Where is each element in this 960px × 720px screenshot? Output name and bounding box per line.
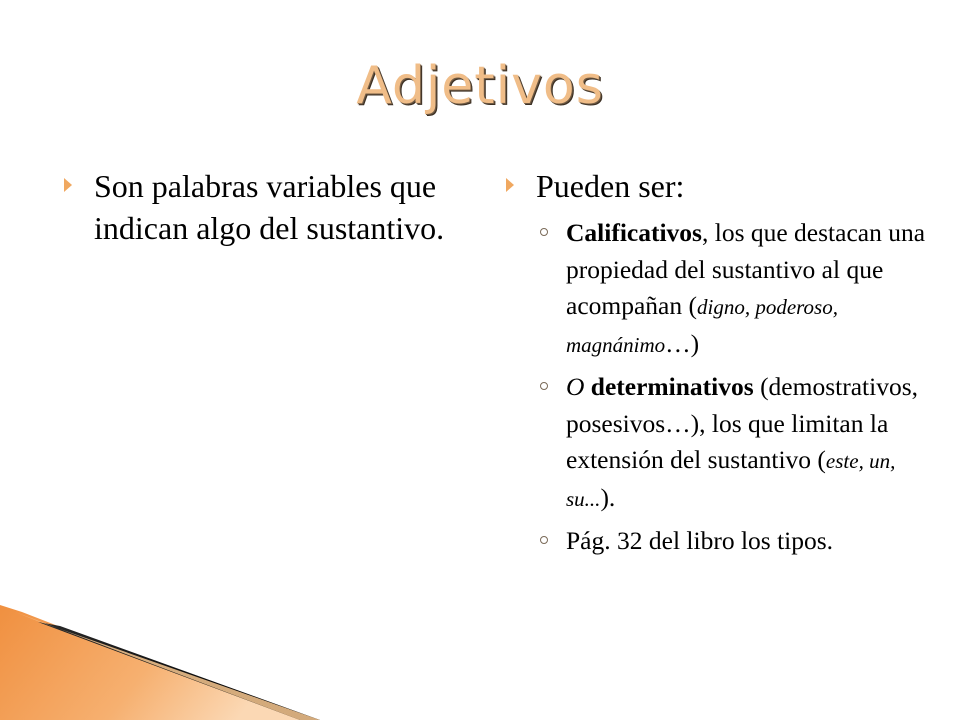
sub-item-determinativos (536, 369, 926, 517)
triangle-right-icon (506, 178, 514, 192)
ring-bullet-icon (540, 382, 548, 390)
right-heading-bullet (506, 165, 926, 207)
determinativos-o: O (566, 372, 585, 401)
triangle-right-icon (64, 178, 72, 192)
right-heading-text: Pueden ser: (536, 168, 685, 204)
left-column (64, 165, 464, 249)
ring-bullet-icon (540, 536, 548, 544)
left-bullet-text: Son palabras variables que indican algo del sustantivo. (94, 168, 445, 246)
sub-item-calificativos (536, 215, 926, 363)
determinativos-text: (demostrativos, posesivos…), los que limitan la extensión del sustantivo ( (566, 372, 918, 474)
slide-title: Adjetivos (356, 56, 604, 116)
right-column (506, 165, 926, 566)
calificativos-label: Calificativos (566, 218, 702, 247)
sub-list (506, 215, 926, 560)
calificativos-examples: digno, poderoso, magnánimo (566, 295, 838, 357)
pag-text: Pág. 32 del libro los tipos. (566, 526, 834, 555)
left-bullet (64, 165, 464, 249)
sub-item-pag (536, 523, 926, 560)
determinativos-close: ). (600, 482, 616, 512)
determinativos-examples: este, un, su... (566, 449, 896, 511)
calificativos-text: , los que destacan una propiedad del sustantivo al que acompañan ( (566, 218, 926, 320)
determinativos-label: determinativos (584, 372, 754, 401)
calificativos-ellipsis: … (665, 328, 691, 358)
calificativos-close: ) (690, 328, 700, 358)
ring-bullet-icon (540, 228, 548, 236)
